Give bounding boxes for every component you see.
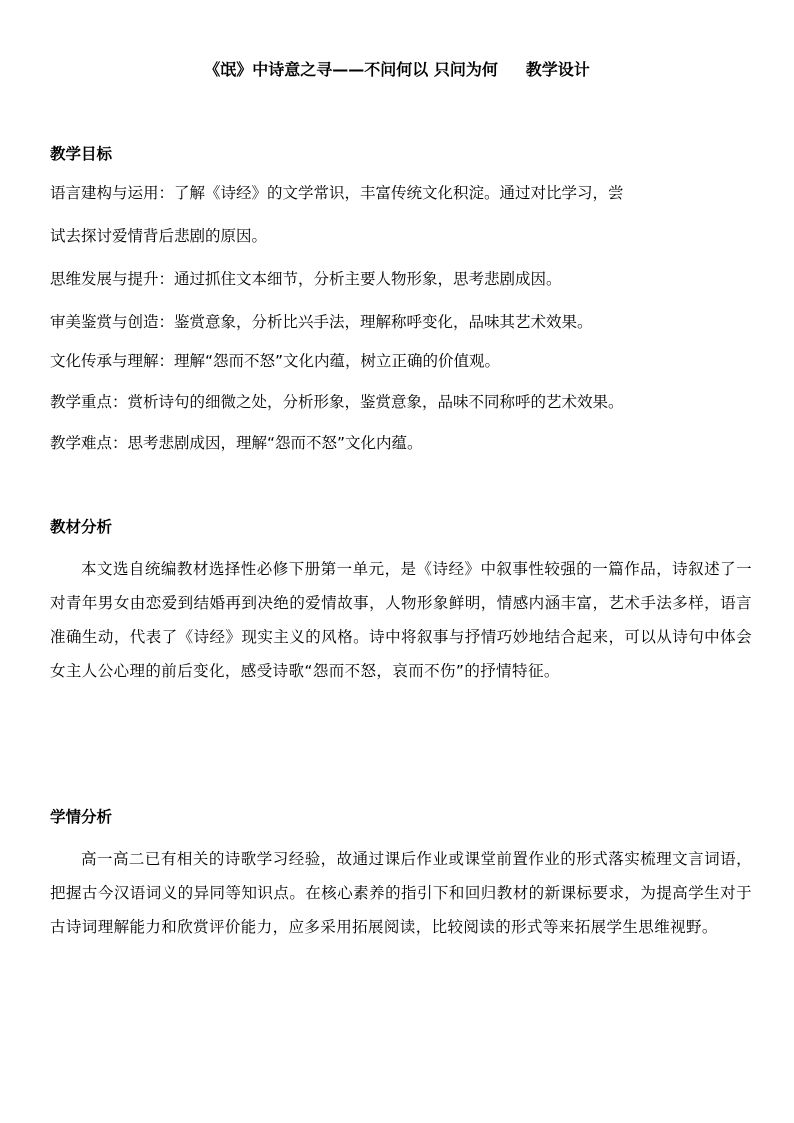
document-title: 《氓》中诗意之寻——不问何以 只问为何 教学设计	[204, 60, 590, 79]
difficult-point-line: 教学难点：思考悲剧成因，理解“怨而不怒”文化内蕴。	[50, 434, 423, 452]
objective-line: 试去探讨爱情背后悲剧的原因。	[50, 227, 268, 245]
key-point-line: 教学重点：赏析诗句的细微之处，分析形象，鉴赏意象，品味不同称呼的艺术效果。	[50, 393, 624, 411]
objective-line: 语言建构与运用：了解《诗经》的文学常识，丰富传统文化积淀。通过对比学习，尝	[50, 184, 624, 202]
objective-line: 文化传承与理解：理解“怨而不怒”文化内蕴，树立正确的价值观。	[50, 352, 501, 370]
objective-line: 思维发展与提升：通过抓住文本细节，分析主要人物形象，思考悲剧成因。	[50, 270, 562, 288]
section-heading-students: 学情分析	[50, 808, 113, 826]
section-heading-textbook: 教材分析	[50, 518, 113, 536]
textbook-analysis-paragraph: 本文选自统编教材选择性必修下册第一单元，是《诗经》中叙事性较强的一篇作品，诗叙述了一对青年男女由恋爱到结婚再到决绝的爱情故事，人物形象鲜明，情感内涵丰富，艺术手法多样，语言准确生动，代表了《诗经》现实主义的风格。诗中将叙事与抒情巧妙地结合起来，可以从诗句中体会女主人公心理的前后变化，感受诗歌“怨而不怒，哀而不伤”的抒情特征。	[50, 560, 752, 680]
objective-line: 审美鉴赏与创造：鉴赏意象，分析比兴手法，理解称呼变化，品味其艺术效果。	[50, 313, 593, 331]
student-analysis-paragraph: 高一高二已有相关的诗歌学习经验，故通过课后作业或课堂前置作业的形式落实梳理文言词语，把握古今汉语词义的异同等知识点。在核心素养的指引下和回归教材的新课标要求，为提高学生对于古诗词理解能力和欣赏评价能力，应多采用拓展阅读，比较阅读的形式等来拓展学生思维视野。	[50, 850, 752, 936]
section-heading-objectives: 教学目标	[50, 145, 113, 163]
